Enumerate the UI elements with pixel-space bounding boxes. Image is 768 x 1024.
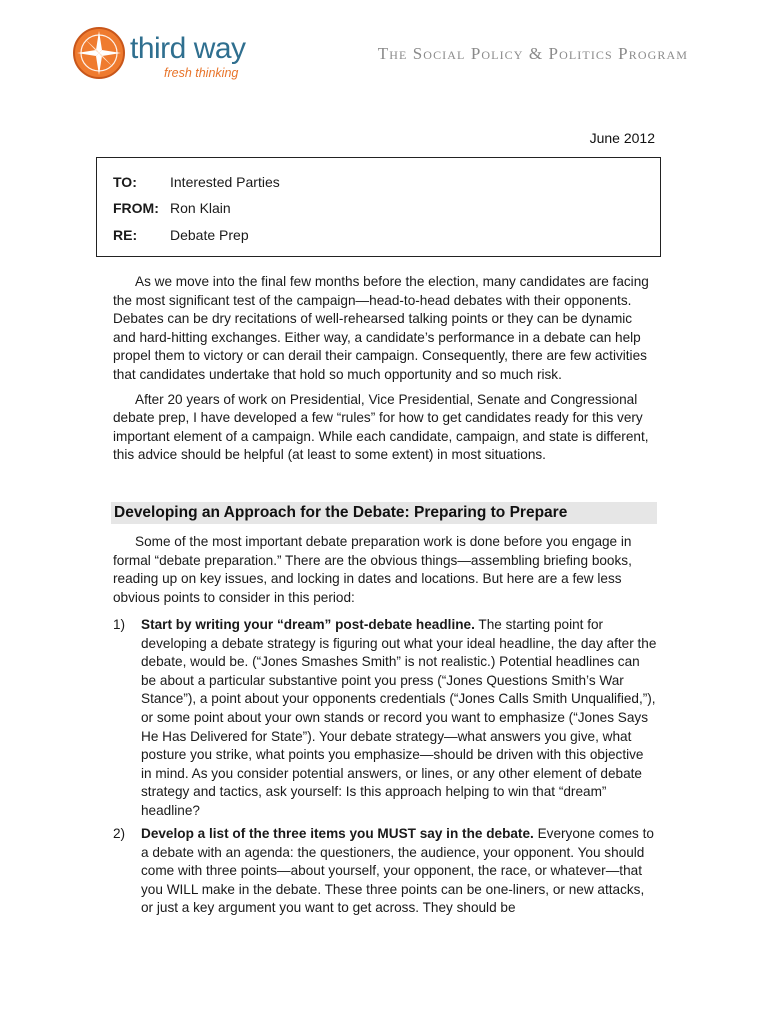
list-item-number: 1): [113, 617, 126, 632]
list-item-number: 2): [113, 826, 126, 841]
memo-re-value: Debate Prep: [170, 227, 249, 243]
list-item-text: [141, 825, 657, 918]
section-heading: Developing an Approach for the Debate: Preparing to Prepare: [111, 502, 657, 524]
list-item-text: [141, 616, 657, 821]
list-item-body: Everyone comes to a debate with an agenda: the questioners, the audience, your opponent. You should come with three points—about yourself, your opponent, the race, or whatever—that you WILL make in the debate. These three points can be one-liners, or new attacks, or just a key argument you want to get across. They should be: [141, 826, 654, 916]
memo-to-value: Interested Parties: [170, 174, 280, 190]
list-item-body: The starting point for developing a debate strategy is figuring out what your ideal headline, the day after the debate, would be. (“Jones Smashes Smith” is not realistic.) Potential headlines can be about a particular substantive point you press (“Jones Questions Smith’s War Stance”), a point about your opponents credentials (“Jones Calls Smith Unqualified,”), or some point about your own stands or record you want to emphasize (“Jones Says He Has Delivered for State”). Your debate strategy—what answers you give, what posture you strike, what points you emphasize—should be driven with this objective in mind. As you consider potential answers, or lines, or any other element of debate strategy and tactics, ask yourself: Is this approach helping to win that “dream” headline?: [141, 617, 657, 818]
intro-paragraph-2: After 20 years of work on Presidential, Vice Presidential, Senate and Congressional debate prep, I have developed a few “rules” for how to get candidates ready for this very important element of a campaign. While each candidate, campaign, and state is different, this advice should be helpful (at least to some extent) in most situations.: [113, 391, 649, 463]
memo-to-label: TO:: [113, 174, 137, 190]
memo-date: June 2012: [589, 130, 655, 146]
logo-name: third way: [130, 32, 246, 65]
memo-header-box: [96, 157, 661, 257]
memo-from-value: Ron Klain: [170, 200, 231, 216]
third-way-logo: [72, 26, 272, 86]
section-paragraph-text: Some of the most important debate preparation work is done before you engage in formal “debate preparation.” There are the obvious things—assembling briefing books, reading up on key issues, and locking in dates and locations. But here are a few less obvious points to consider in this period:: [113, 534, 632, 605]
compass-star-icon: [72, 26, 126, 80]
logo-tagline: fresh thinking: [164, 66, 239, 80]
memo-from-label: FROM:: [113, 200, 159, 216]
section-paragraph: [113, 533, 658, 607]
intro-paragraph-1: As we move into the final few months before the election, many candidates are facing the most significant test of the campaign—head-to-head debates with their opponents. Debates can be dry recitations of well-rehearsed talking points or they can be dynamic and hard-hitting exchanges. Either way, a candidate’s performance in a debate can help propel them to victory or can derail their campaign. Consequently, there are few activities that candidates undertake that hold so much opportunity and so much risk.: [113, 274, 649, 382]
program-title: The Social Policy & Politics Program: [377, 44, 688, 63]
list-item-lead: Develop a list of the three items you MUST say in the debate.: [141, 826, 534, 841]
memo-re-label: RE:: [113, 227, 138, 243]
list-item-lead: Start by writing your “dream” post-debate headline.: [141, 617, 475, 632]
intro-section: [113, 273, 658, 465]
